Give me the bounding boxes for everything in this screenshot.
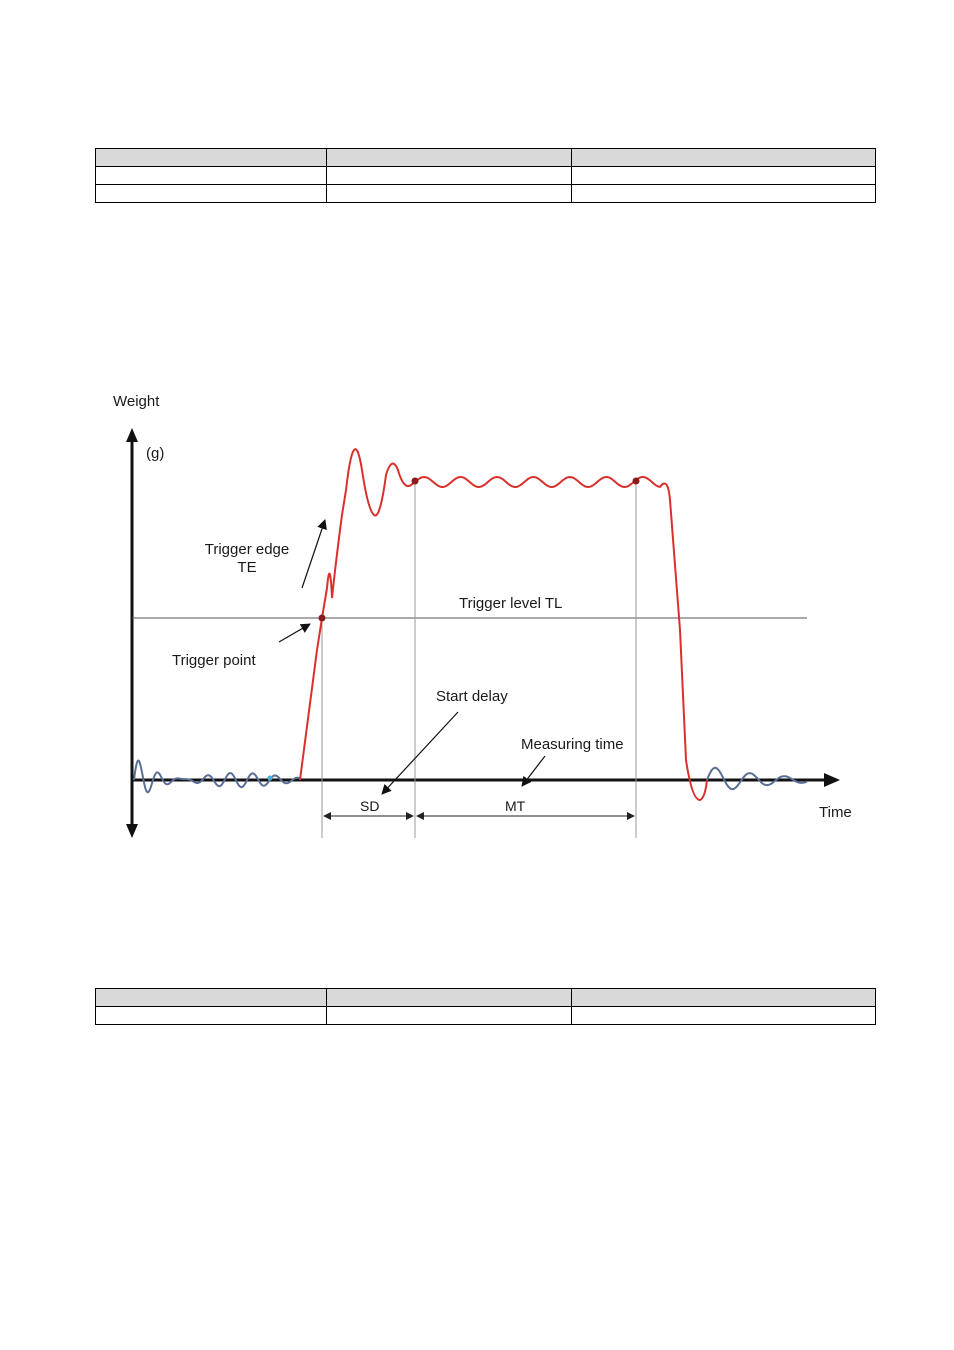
start-delay-end-marker [412,478,419,485]
top-table [95,148,876,203]
trigger-diagram [0,380,954,850]
table-header-row [96,149,876,167]
trigger-point-label: Trigger point [172,652,256,669]
table-header-cell [327,149,572,167]
table-cell [572,167,876,185]
sd-label: SD [360,798,380,814]
guide-lines [322,482,636,838]
measuring-time-end-marker [633,478,640,485]
callout-arrows [279,520,545,794]
trigger-point-marker [319,615,326,622]
trigger-edge-abbrev: TE [237,559,257,576]
trigger-level-label: Trigger level TL [459,595,563,612]
baseline-marker [268,776,273,781]
signal-idle-pre [134,761,300,793]
table-row [96,167,876,185]
table-cell [327,1007,572,1025]
table-cell [572,185,876,203]
table-cell [96,167,327,185]
table-cell [96,1007,327,1025]
x-axis-label: Time [819,804,852,821]
table-cell [327,185,572,203]
table-header-cell [96,149,327,167]
table-header-cell [327,989,572,1007]
y-axis [126,428,138,838]
trigger-edge-label: Trigger edge [204,541,290,558]
y-axis-label: Weight [113,393,160,410]
table-cell [96,185,327,203]
table-header-row [96,989,876,1007]
mt-label: MT [505,798,526,814]
signal-idle-post [707,768,807,789]
signal-active [300,449,707,800]
table-cell [572,1007,876,1025]
bottom-table [95,988,876,1025]
table-row [96,1007,876,1025]
table-header-cell [96,989,327,1007]
y-axis-unit: (g) [146,445,165,462]
measuring-time-label: Measuring time [521,736,624,753]
table-header-cell [572,149,876,167]
table-header-cell [572,989,876,1007]
table-cell [327,167,572,185]
start-delay-label: Start delay [436,688,508,705]
table-row [96,185,876,203]
